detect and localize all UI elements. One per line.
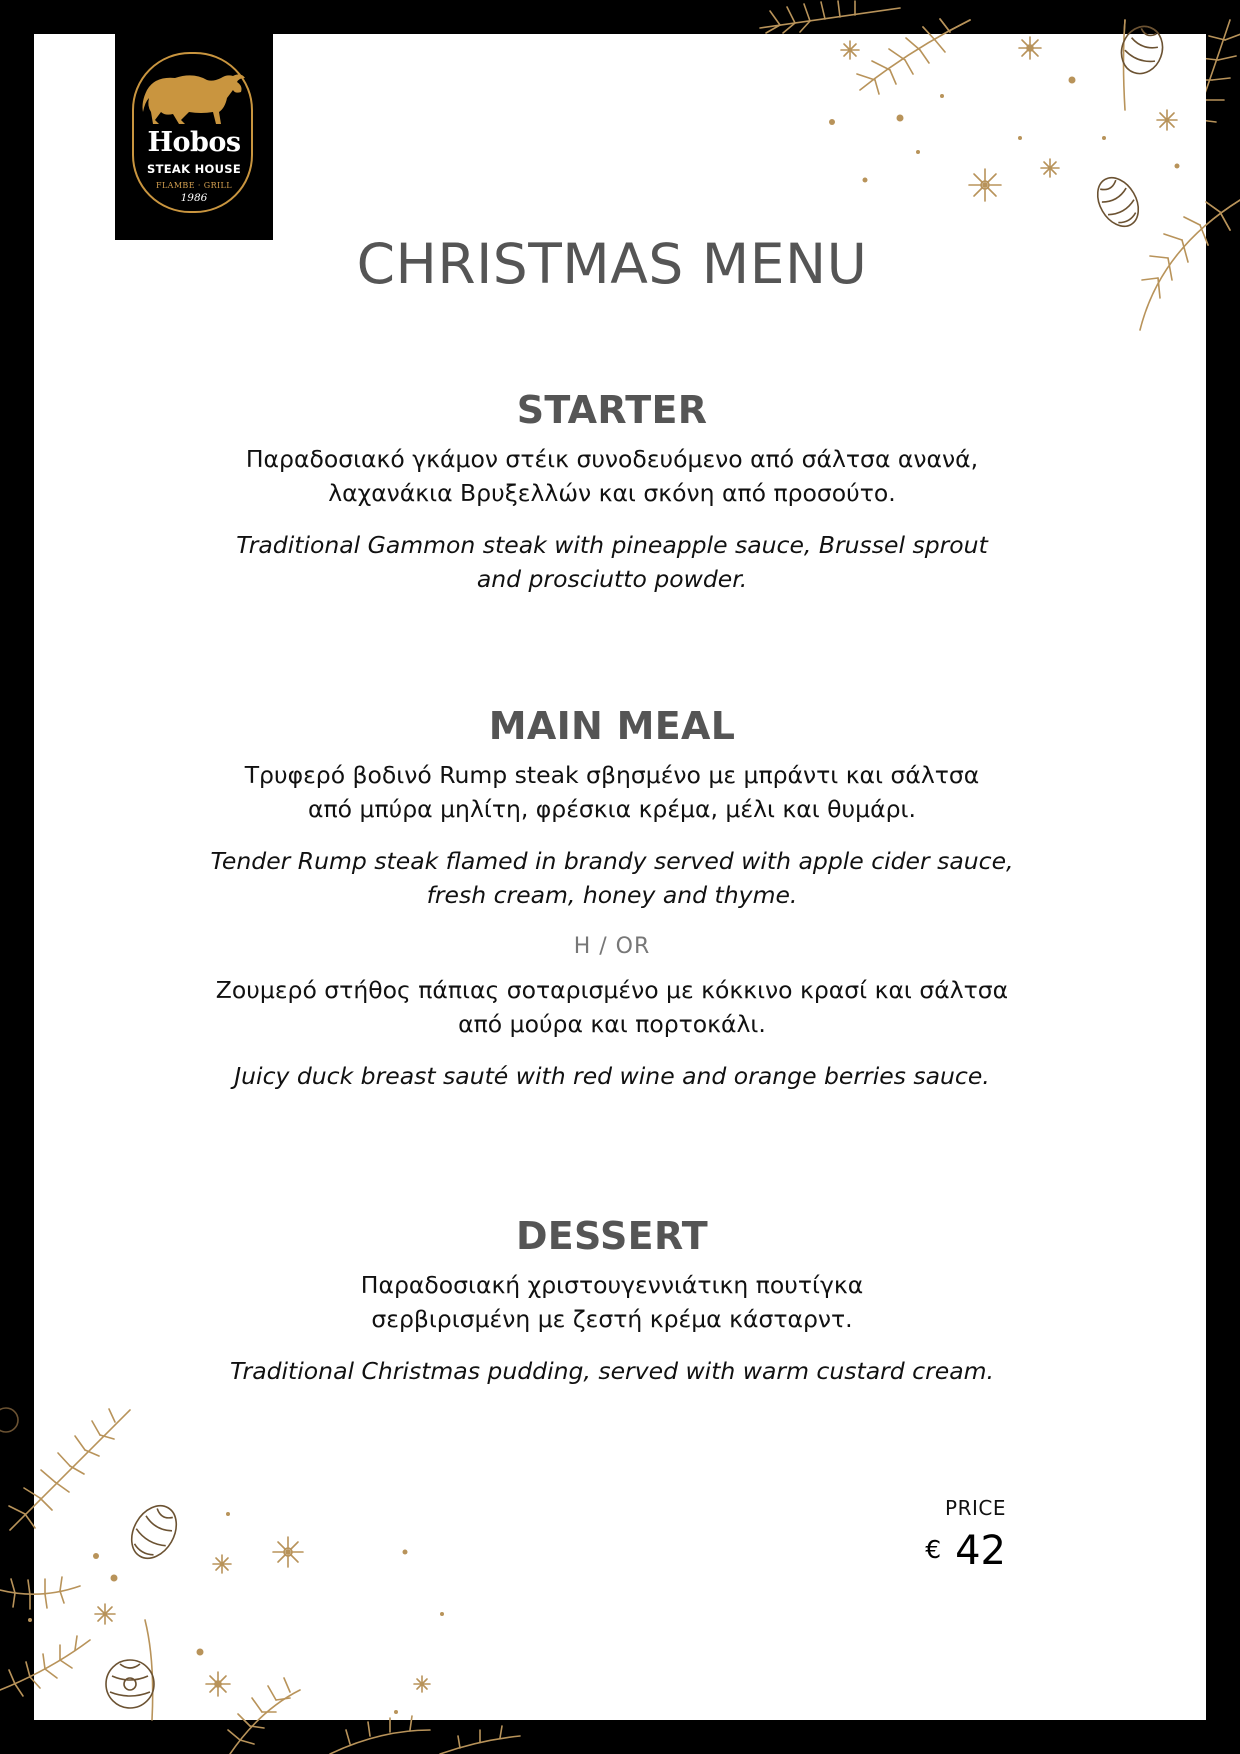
section-heading-main-meal: MAIN MEAL — [488, 704, 736, 748]
logo-year: 1986 — [180, 192, 208, 204]
starter-english-line: and prosciutto powder. — [476, 565, 748, 593]
main-option1-english-line: fresh cream, honey and thyme. — [426, 881, 798, 909]
main-option2-english-line: Juicy duck breast sauté with red wine and orange berries sauce. — [234, 1062, 990, 1090]
price-value — [925, 1528, 1006, 1574]
dessert-english-line: Traditional Christmas pudding, served with warm custard cream. — [230, 1357, 994, 1385]
section-heading-starter: STARTER — [516, 388, 708, 432]
price-currency: € — [925, 1535, 942, 1564]
brand-logo — [115, 32, 273, 240]
main-option2-greek-line: από μούρα και πορτοκάλι. — [458, 1010, 766, 1038]
section-heading-dessert: DESSERT — [515, 1214, 709, 1258]
or-separator: H / OR — [573, 934, 651, 959]
price-amount: 42 — [955, 1528, 1006, 1574]
main-option1-greek-line: Τρυφερό βοδινό Rump steak σβησμένο με μπράντι και σάλτσα — [244, 761, 980, 789]
logo-name: Hobos — [147, 127, 241, 158]
page-title: CHRISTMAS MENU — [356, 232, 868, 296]
pine-branch-decoration-bottom-left — [0, 1390, 560, 1754]
dessert-greek-line: σερβιρισμένη με ζεστή κρέμα κάσταρντ. — [371, 1305, 853, 1333]
section-main-meal — [200, 704, 1024, 1093]
starter-english-line: Traditional Gammon steak with pineapple sauce, Brussel sprout — [236, 531, 988, 559]
logo-subtitle: STEAK HOUSE — [147, 162, 241, 176]
main-option1-english-line: Tender Rump steak flamed in brandy served with apple cider sauce, — [210, 847, 1014, 875]
starter-greek-line: λαχανάκια Βρυξελλών και σκόνη από προσούτο. — [328, 479, 896, 507]
starter-greek-line: Παραδοσιακό γκάμον στέικ συνοδευόμενο από σάλτσα ανανά, — [245, 445, 979, 473]
price-label: PRICE — [945, 1496, 1006, 1520]
main-option2-greek-line: Ζουμερό στήθος πάπιας σοταρισμένο με κόκκινο κρασί και σάλτσα — [215, 976, 1009, 1004]
main-option1-greek-line: από μπύρα μηλίτη, φρέσκια κρέμα, μέλι και θυμάρι. — [308, 795, 916, 823]
section-starter — [200, 388, 1024, 596]
bull-icon — [141, 68, 249, 128]
section-dessert — [200, 1214, 1024, 1388]
dessert-greek-line: Παραδοσιακή χριστουγεννιάτικη πουτίγκα — [360, 1271, 864, 1299]
logo-tagline: FLAMBE · GRILL — [156, 181, 232, 190]
